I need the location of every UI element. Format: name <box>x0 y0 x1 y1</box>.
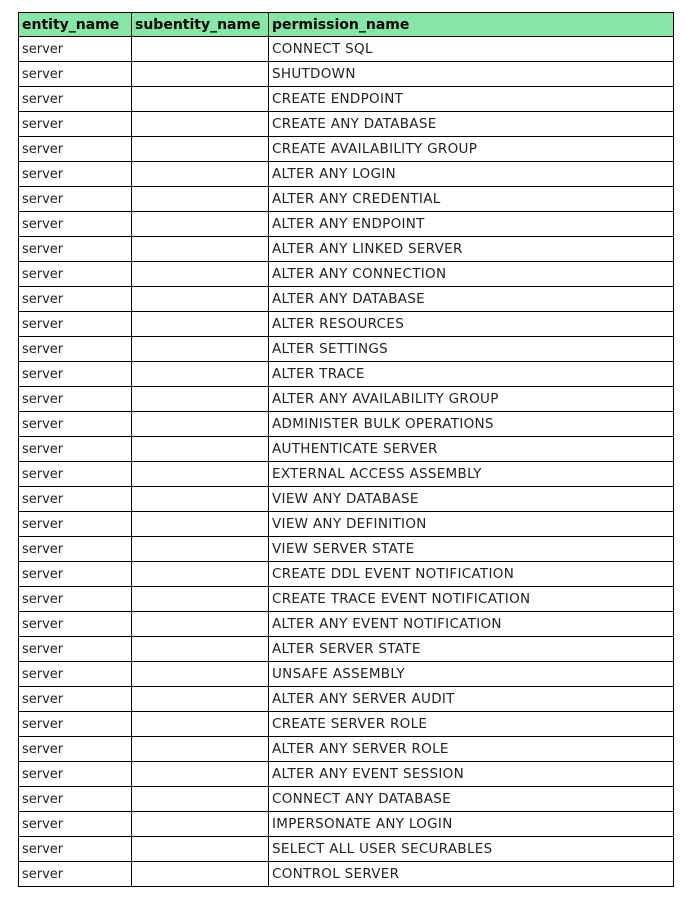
cell-permission-name: CREATE ENDPOINT <box>269 87 674 112</box>
cell-entity-name: server <box>19 437 132 462</box>
table-row <box>19 512 674 537</box>
table-row <box>19 312 674 337</box>
column-header-entity-name: entity_name <box>19 13 132 37</box>
cell-entity-name: server <box>19 587 132 612</box>
cell-permission-name: ALTER ANY SERVER AUDIT <box>269 687 674 712</box>
table-row <box>19 387 674 412</box>
table-row <box>19 812 674 837</box>
cell-subentity-name <box>132 312 269 337</box>
table-row <box>19 562 674 587</box>
cell-permission-name: AUTHENTICATE SERVER <box>269 437 674 462</box>
table-row <box>19 662 674 687</box>
cell-entity-name: server <box>19 412 132 437</box>
cell-entity-name: server <box>19 512 132 537</box>
cell-entity-name: server <box>19 162 132 187</box>
table-row <box>19 587 674 612</box>
cell-permission-name: ALTER ANY AVAILABILITY GROUP <box>269 387 674 412</box>
table-row <box>19 837 674 862</box>
cell-entity-name: server <box>19 662 132 687</box>
cell-subentity-name <box>132 537 269 562</box>
cell-permission-name: ALTER ANY DATABASE <box>269 287 674 312</box>
cell-subentity-name <box>132 287 269 312</box>
cell-entity-name: server <box>19 37 132 62</box>
cell-subentity-name <box>132 237 269 262</box>
table-row <box>19 487 674 512</box>
cell-subentity-name <box>132 637 269 662</box>
permissions-table-container <box>18 12 673 887</box>
cell-entity-name: server <box>19 312 132 337</box>
cell-subentity-name <box>132 62 269 87</box>
cell-entity-name: server <box>19 87 132 112</box>
cell-subentity-name <box>132 662 269 687</box>
cell-subentity-name <box>132 812 269 837</box>
cell-permission-name: ALTER SETTINGS <box>269 337 674 362</box>
table-row <box>19 237 674 262</box>
cell-subentity-name <box>132 437 269 462</box>
cell-subentity-name <box>132 712 269 737</box>
cell-permission-name: ALTER SERVER STATE <box>269 637 674 662</box>
cell-entity-name: server <box>19 262 132 287</box>
cell-permission-name: SHUTDOWN <box>269 62 674 87</box>
cell-subentity-name <box>132 562 269 587</box>
table-row <box>19 712 674 737</box>
cell-permission-name: CREATE DDL EVENT NOTIFICATION <box>269 562 674 587</box>
cell-subentity-name <box>132 87 269 112</box>
cell-subentity-name <box>132 787 269 812</box>
table-row <box>19 337 674 362</box>
cell-entity-name: server <box>19 362 132 387</box>
cell-subentity-name <box>132 137 269 162</box>
table-row <box>19 537 674 562</box>
header-row <box>19 13 674 37</box>
cell-entity-name: server <box>19 337 132 362</box>
table-body <box>19 37 674 887</box>
cell-subentity-name <box>132 337 269 362</box>
cell-entity-name: server <box>19 637 132 662</box>
table-row <box>19 62 674 87</box>
cell-permission-name: UNSAFE ASSEMBLY <box>269 662 674 687</box>
cell-subentity-name <box>132 362 269 387</box>
cell-entity-name: server <box>19 687 132 712</box>
cell-permission-name: IMPERSONATE ANY LOGIN <box>269 812 674 837</box>
cell-permission-name: VIEW ANY DEFINITION <box>269 512 674 537</box>
column-header-subentity-name: subentity_name <box>132 13 269 37</box>
table-row <box>19 37 674 62</box>
table-row <box>19 462 674 487</box>
cell-subentity-name <box>132 862 269 887</box>
cell-entity-name: server <box>19 112 132 137</box>
cell-permission-name: CREATE SERVER ROLE <box>269 712 674 737</box>
cell-permission-name: ALTER ANY CREDENTIAL <box>269 187 674 212</box>
table-row <box>19 87 674 112</box>
cell-subentity-name <box>132 762 269 787</box>
cell-subentity-name <box>132 187 269 212</box>
cell-entity-name: server <box>19 387 132 412</box>
cell-permission-name: CONTROL SERVER <box>269 862 674 887</box>
cell-entity-name: server <box>19 737 132 762</box>
table-row <box>19 212 674 237</box>
table-row <box>19 437 674 462</box>
cell-entity-name: server <box>19 462 132 487</box>
table-header <box>19 13 674 37</box>
cell-permission-name: CREATE TRACE EVENT NOTIFICATION <box>269 587 674 612</box>
cell-entity-name: server <box>19 137 132 162</box>
cell-entity-name: server <box>19 287 132 312</box>
cell-entity-name: server <box>19 537 132 562</box>
cell-entity-name: server <box>19 212 132 237</box>
table-row <box>19 137 674 162</box>
cell-permission-name: ALTER ANY EVENT NOTIFICATION <box>269 612 674 637</box>
cell-permission-name: VIEW ANY DATABASE <box>269 487 674 512</box>
cell-entity-name: server <box>19 187 132 212</box>
cell-subentity-name <box>132 262 269 287</box>
table-row <box>19 262 674 287</box>
cell-permission-name: CREATE AVAILABILITY GROUP <box>269 137 674 162</box>
cell-permission-name: ALTER TRACE <box>269 362 674 387</box>
cell-subentity-name <box>132 612 269 637</box>
cell-subentity-name <box>132 587 269 612</box>
table-row <box>19 687 674 712</box>
cell-entity-name: server <box>19 237 132 262</box>
cell-permission-name: CREATE ANY DATABASE <box>269 112 674 137</box>
table-row <box>19 612 674 637</box>
cell-permission-name: SELECT ALL USER SECURABLES <box>269 837 674 862</box>
cell-subentity-name <box>132 112 269 137</box>
cell-permission-name: ADMINISTER BULK OPERATIONS <box>269 412 674 437</box>
cell-subentity-name <box>132 162 269 187</box>
cell-permission-name: ALTER RESOURCES <box>269 312 674 337</box>
cell-entity-name: server <box>19 837 132 862</box>
cell-subentity-name <box>132 387 269 412</box>
cell-permission-name: ALTER ANY CONNECTION <box>269 262 674 287</box>
cell-subentity-name <box>132 412 269 437</box>
cell-entity-name: server <box>19 712 132 737</box>
table-row <box>19 862 674 887</box>
cell-permission-name: EXTERNAL ACCESS ASSEMBLY <box>269 462 674 487</box>
cell-permission-name: ALTER ANY LINKED SERVER <box>269 237 674 262</box>
cell-permission-name: ALTER ANY EVENT SESSION <box>269 762 674 787</box>
cell-permission-name: VIEW SERVER STATE <box>269 537 674 562</box>
cell-permission-name: ALTER ANY SERVER ROLE <box>269 737 674 762</box>
table-row <box>19 162 674 187</box>
cell-entity-name: server <box>19 787 132 812</box>
table-row <box>19 187 674 212</box>
cell-subentity-name <box>132 487 269 512</box>
cell-subentity-name <box>132 37 269 62</box>
permissions-table <box>18 12 674 887</box>
cell-subentity-name <box>132 837 269 862</box>
table-row <box>19 112 674 137</box>
cell-subentity-name <box>132 212 269 237</box>
cell-permission-name: ALTER ANY ENDPOINT <box>269 212 674 237</box>
cell-entity-name: server <box>19 487 132 512</box>
cell-subentity-name <box>132 462 269 487</box>
table-row <box>19 287 674 312</box>
column-header-permission-name: permission_name <box>269 13 674 37</box>
cell-permission-name: CONNECT SQL <box>269 37 674 62</box>
cell-subentity-name <box>132 737 269 762</box>
cell-permission-name: CONNECT ANY DATABASE <box>269 787 674 812</box>
table-row <box>19 637 674 662</box>
cell-entity-name: server <box>19 612 132 637</box>
table-row <box>19 762 674 787</box>
table-row <box>19 737 674 762</box>
cell-subentity-name <box>132 687 269 712</box>
table-row <box>19 412 674 437</box>
cell-permission-name: ALTER ANY LOGIN <box>269 162 674 187</box>
cell-entity-name: server <box>19 762 132 787</box>
cell-entity-name: server <box>19 812 132 837</box>
cell-entity-name: server <box>19 62 132 87</box>
cell-subentity-name <box>132 512 269 537</box>
table-row <box>19 787 674 812</box>
cell-entity-name: server <box>19 562 132 587</box>
cell-entity-name: server <box>19 862 132 887</box>
table-row <box>19 362 674 387</box>
